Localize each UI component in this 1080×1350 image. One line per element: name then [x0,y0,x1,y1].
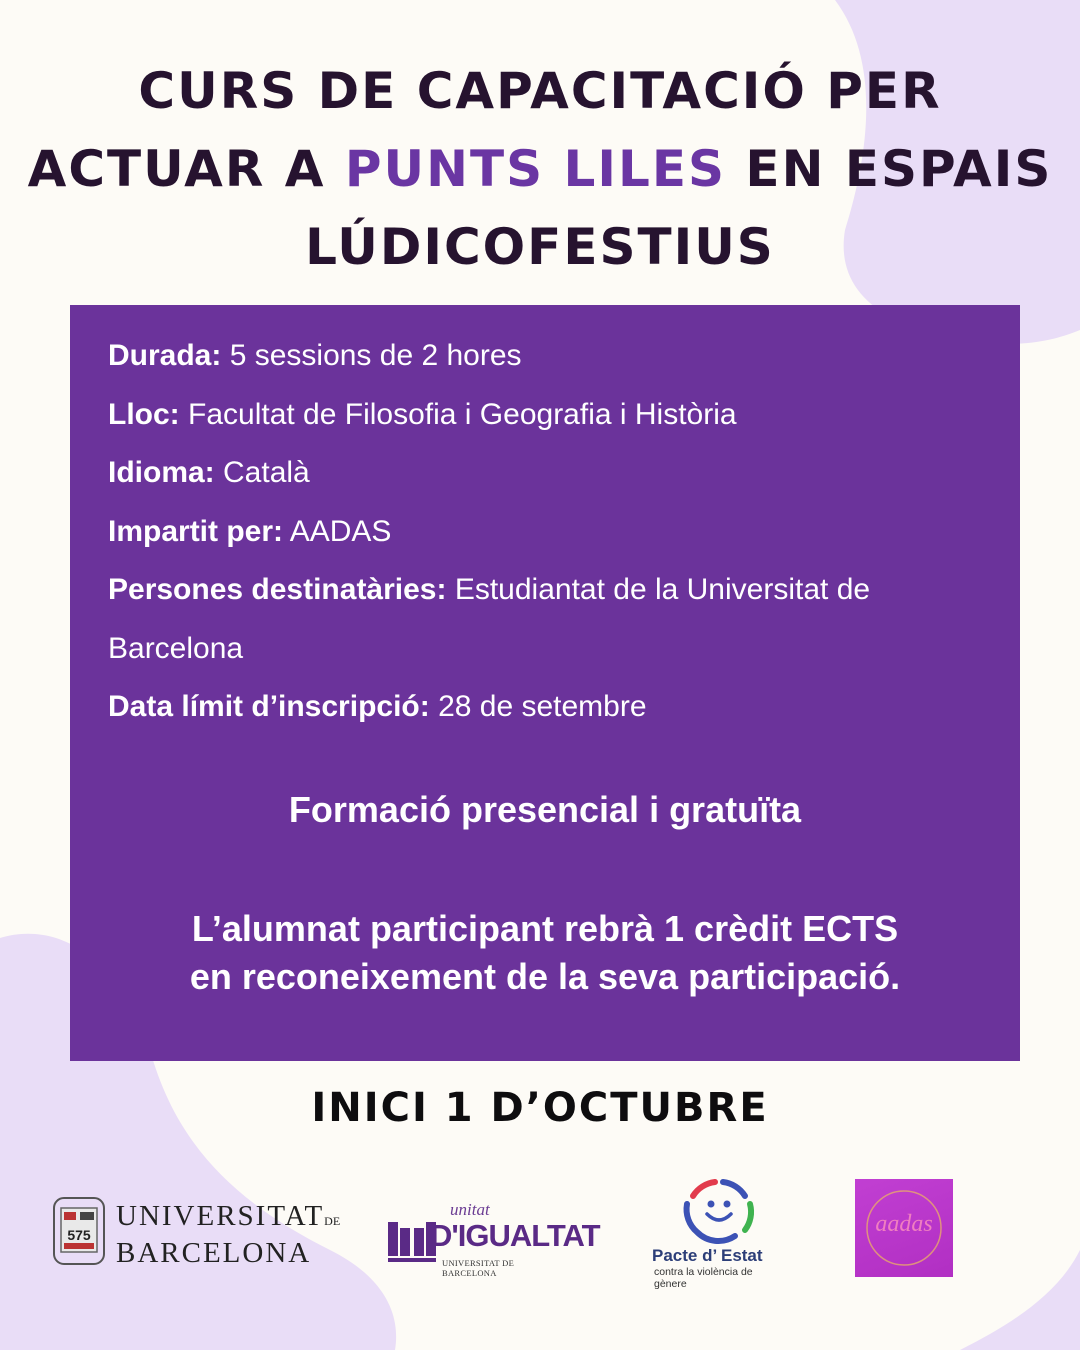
detail-label: Lloc: [108,397,180,431]
ub-seal-icon [52,1196,106,1266]
detail-value: 5 sessions de 2 hores [221,339,522,372]
title-line-2-end: EN ESPAIS [726,140,1053,198]
ub-line-2: BARCELONA [116,1237,312,1269]
ub-de: DE [324,1214,341,1228]
detail-label: Persones destinatàries: [108,573,447,606]
pacte-sub: contra la violència de gènere [654,1266,753,1290]
ects-text [70,905,1020,1001]
ects-line-1: L’alumnat participant rebrà 1 crèdit ECTS [191,908,899,949]
formacio-text: Formació presencial i gratuïta [288,789,802,830]
title-line-2 [0,130,1080,208]
detail-impartit [108,503,988,562]
aadas-logo [855,1179,953,1277]
igualtat-main: D'IGUALTAT [430,1218,600,1253]
ub-logo [52,1196,341,1269]
detail-value: 28 de setembre [429,690,647,723]
details-list [108,327,988,737]
detail-durada [108,327,988,386]
igualtat-logo [386,1200,600,1278]
detail-value: Català [214,456,310,489]
info-card [70,305,1020,1061]
detail-value: Estudiantat de la Universitat de Barcelona [108,573,871,665]
detail-idioma [108,444,988,503]
igualtat-script: unitat [450,1200,490,1219]
title-line-1: CURS DE CAPACITACIÓ PER [138,62,942,120]
detail-label: Data límit d’inscripció: [108,690,430,723]
title-line-3: LÚDICOFESTIUS [305,218,775,276]
detail-label: Idioma: [108,456,215,489]
detail-destinataries [108,561,988,678]
ub-line-1 [116,1200,340,1237]
ub-name-1: UNIVERSITAT [116,1200,325,1232]
pacte-smile-icon [673,1178,763,1246]
svg-text:575: 575 [67,1227,91,1243]
pacte-logo [648,1178,788,1290]
pacte-main: Pacte d’ Estat [652,1246,763,1265]
detail-data-limit [108,678,988,737]
ects-line-2: en reconeixement de la seva participació. [189,956,901,997]
detail-value: Facultat de Filosofia i Geografia i Història [179,397,737,431]
aadas-text: aadas [875,1211,933,1237]
start-date-heading: INICI 1 D’OCTUBRE [311,1085,769,1131]
page-title [0,52,1080,286]
title-highlight: PUNTS LILES [344,140,727,198]
detail-label: Impartit per: [108,514,284,548]
igualtat-sub: UNIVERSITAT DE BARCELONA [442,1258,515,1278]
detail-lloc [108,386,988,445]
detail-label: Durada: [108,339,222,372]
detail-value: AADAS [283,514,392,548]
title-line-2-start: ACTUAR A [27,140,345,198]
